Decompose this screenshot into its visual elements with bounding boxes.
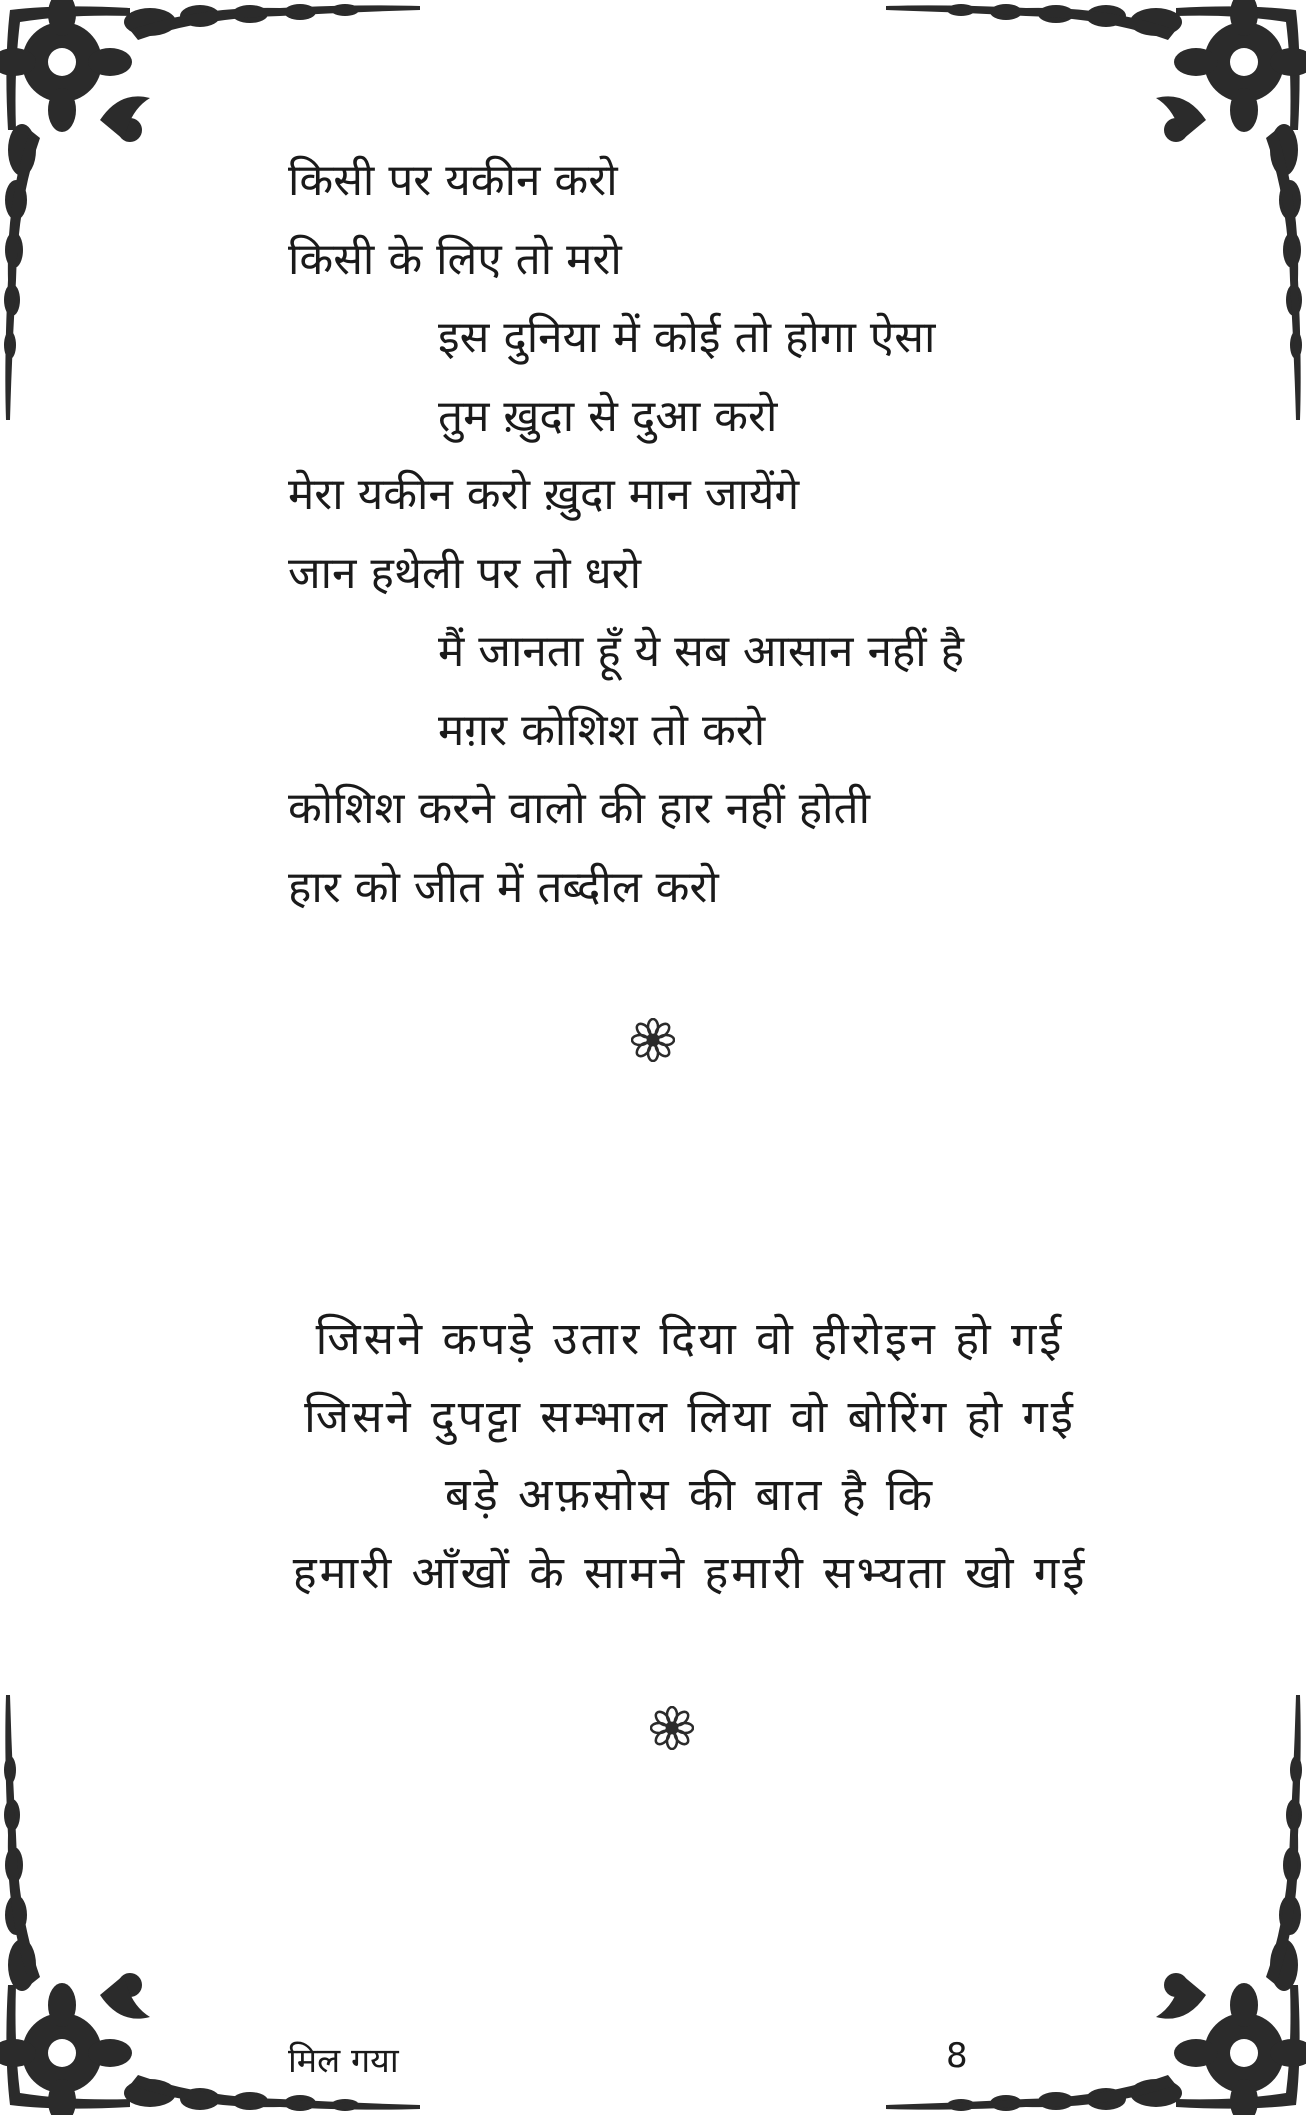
flower-ornament-svg bbox=[631, 1018, 675, 1062]
poem-one-line-7: मैं जानता हूँ ये सब आसान नहीं है bbox=[438, 626, 964, 677]
poem-one-line-6: जान हथेली पर तो धरो bbox=[288, 547, 642, 599]
flower-ornament-svg bbox=[650, 1706, 694, 1750]
poem-one-line-4: तुम ख़ुदा से दुआ करो bbox=[438, 390, 778, 442]
poem-two-line-1: जिसने कपड़े उतार दिया वो हीरोइन हो गई bbox=[315, 1312, 1065, 1365]
page-number: 8 bbox=[946, 2036, 968, 2076]
poem-one-line-1: किसी पर यकीन करो bbox=[288, 155, 618, 206]
book-title-footer: मिल गया bbox=[288, 2041, 399, 2081]
flower-ornament-icon bbox=[631, 1018, 675, 1062]
poem-two-line-2: जिसने दुपट्टा सम्भाल लिया वो बोरिंग हो गई bbox=[304, 1390, 1076, 1443]
poem-one-line-10: हार को जीत में तब्दील करो bbox=[288, 861, 719, 913]
poem-one-line-2: किसी के लिए तो मरो bbox=[288, 233, 622, 285]
poem-one-line-8: मग़र कोशिश तो करो bbox=[438, 704, 766, 756]
poem-two bbox=[230, 1300, 1150, 1612]
floral-corner-svg bbox=[866, 1675, 1306, 2115]
poem-two-line-4: हमारी आँखों के सामने हमारी सभ्यता खो गई bbox=[292, 1546, 1088, 1599]
poem-one bbox=[288, 142, 1108, 927]
poem-one-line-9: कोशिश करने वालो की हार नहीं होती bbox=[288, 783, 870, 834]
floral-corner-icon bbox=[866, 1675, 1306, 2115]
poem-one-line-3: इस दुनिया में कोई तो होगा ऐसा bbox=[438, 312, 936, 363]
poem-two-line-3: बड़े अफ़सोस की बात है कि bbox=[444, 1468, 936, 1521]
poem-one-line-5: मेरा यकीन करो ख़ुदा मान जायेंगे bbox=[288, 469, 800, 520]
flower-ornament-icon bbox=[650, 1706, 694, 1750]
